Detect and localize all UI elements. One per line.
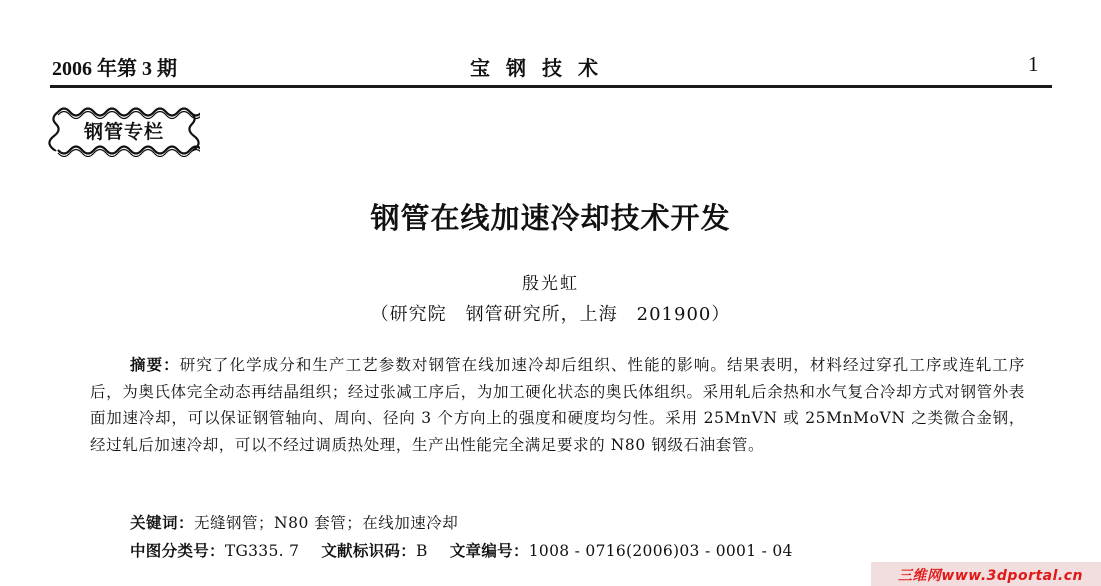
- article-number-value: 1008 - 0716(2006)03 - 0001 - 04: [528, 542, 793, 560]
- journal-name: 宝钢技术: [470, 56, 614, 80]
- clc-label: 中图分类号：: [130, 542, 225, 560]
- author-affiliation: （研究院 钢管研究所，上海 201900）: [370, 304, 731, 325]
- author-name: 殷光虹: [522, 274, 579, 294]
- page-number: 1: [1028, 52, 1039, 76]
- keywords-label: 关键词：: [130, 514, 195, 532]
- doc-code-label: 文献标识码：: [321, 542, 417, 560]
- doc-code-value: B: [416, 542, 428, 560]
- abstract-paragraph: [90, 352, 1025, 458]
- column-badge: [48, 102, 200, 162]
- classification-line: [130, 539, 793, 561]
- article-number-label: 文章编号：: [449, 542, 529, 560]
- badge-label: 钢管专栏: [83, 121, 164, 143]
- watermark: [871, 562, 1101, 586]
- clc-value: TG335. 7: [224, 542, 300, 560]
- issue-label: 2006 年第 3 期: [52, 58, 177, 80]
- keywords-line: [130, 511, 458, 533]
- watermark-text: 三维网www.3dportal.cn: [897, 568, 1083, 584]
- abstract-text: 研究了化学成分和生产工艺参数对钢管在线加速冷却后组织、性能的影响。结果表明，材料经过穿孔工序或连轧工序后，为奥氏体完全动态再结晶组织；经过张减工序后，为加工硬化状态的奥氏体组织。采用轧后余热和水气复合冷却方式对钢管外表面加速冷却，可以保证钢管轴向、周向、径向 3 个方向上的强度和硬度均匀性。采用 25MnVN 或 25MnMoVN 之类微合金钢，经过轧后加速冷却，可以不经过调质热处理，生产出性能完全满足要求的 N80 钢级石油套管。: [90, 356, 1025, 454]
- keywords-text: 无缝钢管；N80 套管；在线加速冷却: [194, 514, 459, 532]
- abstract-label: 摘要：: [130, 356, 180, 374]
- article-title: 钢管在线加速冷却技术开发: [370, 201, 731, 235]
- header-rule: [50, 85, 1052, 88]
